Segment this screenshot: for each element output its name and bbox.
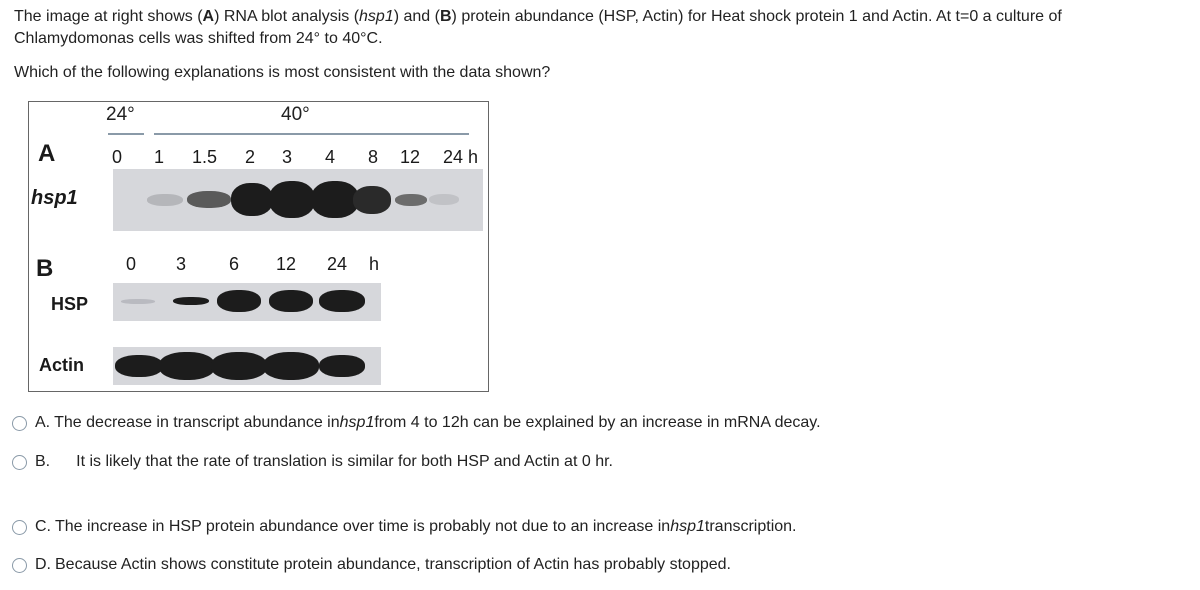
tick-a: 2 [245, 147, 256, 167]
actin-blot [113, 347, 381, 385]
tick-a: 3 [282, 147, 293, 167]
option-c-letter: C. [35, 518, 51, 535]
tick-b: 6 [229, 254, 240, 274]
temp-label-40: 40° [281, 104, 310, 125]
tick-a: 4 [325, 147, 336, 167]
blot-figure [28, 101, 489, 392]
option-c-radio[interactable] [12, 520, 27, 535]
hsp1-blot [113, 169, 483, 231]
hsp-blot [113, 283, 381, 321]
row-label-actin: Actin [39, 355, 84, 375]
panel-a-letter: A [38, 140, 56, 167]
option-b-radio[interactable] [12, 455, 27, 470]
panel-b-letter: B [36, 255, 54, 282]
option-a-letter: A. [35, 414, 51, 431]
tick-a: 24 h [443, 147, 479, 167]
tick-b: 0 [126, 254, 137, 274]
tick-a: 12 [400, 147, 421, 167]
temp-label-24: 24° [106, 104, 135, 125]
option-d-radio[interactable] [12, 558, 27, 573]
option-a-radio[interactable] [12, 416, 27, 431]
option-b[interactable]: B. It is likely that the rate of translation is similar for both HSP and Actin at 0 hr. [12, 452, 613, 472]
tick-a: 8 [368, 147, 379, 167]
option-d-letter: D. [35, 556, 51, 573]
temp-line-24 [108, 133, 144, 135]
temp-line-40 [154, 133, 469, 135]
tick-b: 12 [276, 254, 297, 274]
option-a[interactable]: A. The decrease in transcript abundance in hsp1 from 4 to 12h can be explained by an increase in mRNA decay. [12, 413, 821, 433]
tick-a: 1 [154, 147, 165, 167]
option-c[interactable]: C. The increase in HSP protein abundance over time is probably not due to an increase in hsp1 transcription. [12, 517, 796, 537]
tick-a: 1.5 [192, 147, 218, 167]
option-b-letter: B. [35, 453, 51, 470]
tick-b: 3 [176, 254, 187, 274]
tick-b: h [369, 254, 380, 274]
option-d[interactable]: D. Because Actin shows constitute protein abundance, transcription of Actin has probably stopped. [12, 555, 731, 575]
row-label-hsp: HSP [51, 294, 89, 314]
tick-a: 0 [112, 147, 123, 167]
question-prompt: Which of the following explanations is most consistent with the data shown? [14, 64, 551, 81]
tick-b: 24 [327, 254, 348, 274]
question-text: The image at right shows (A) RNA blot analysis (hsp1) and (B) protein abundance (HSP, Actin) for Heat shock protein 1 and Actin. At t=0 a culture of Chlamydomonas cells was shifted from 24° to 40°C. [14, 8, 1062, 47]
row-label-hsp1: hsp1 [31, 187, 78, 209]
